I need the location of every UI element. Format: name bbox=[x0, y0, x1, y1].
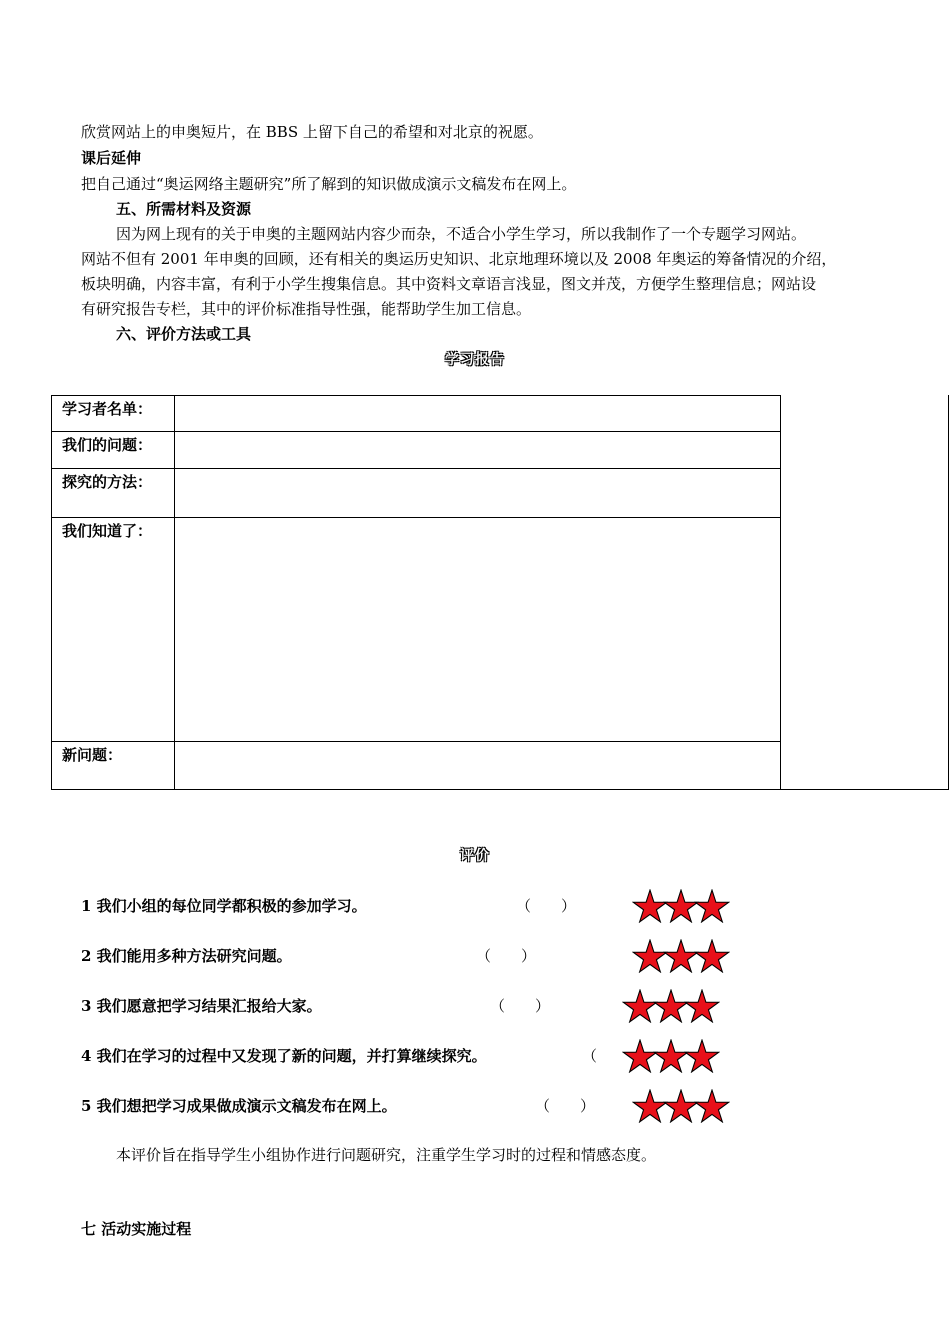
star-icon bbox=[694, 939, 730, 973]
report-title: 学习报告 bbox=[445, 352, 505, 368]
report-field-knowledge[interactable] bbox=[175, 518, 781, 742]
evaluation-item-1: 1 我们小组的每位同学都积极的参加学习。 bbox=[81, 897, 367, 915]
report-field-questions[interactable] bbox=[175, 432, 781, 469]
report-row-questions bbox=[52, 432, 781, 469]
evaluation-item-2: 2 我们能用多种方法研究问题。 bbox=[81, 947, 292, 965]
paragraph-materials-line3: 板块明确，内容丰富，有利于小学生搜集信息。其中资料文章语言浅显，图文并茂，方便学生整理信息；网站设 bbox=[81, 275, 817, 293]
evaluation-item-5-stars bbox=[632, 1089, 725, 1123]
evaluation-item-1-blank[interactable]: （ ） bbox=[516, 897, 577, 915]
star-icon bbox=[684, 989, 720, 1023]
report-label-methods: 探究的方法： bbox=[52, 469, 175, 518]
paragraph-extension: 把自己通过“奥运网络主题研究”所了解到的知识做成演示文稿发布在网上。 bbox=[81, 175, 577, 193]
paragraph-materials-line2: 网站不但有 2001 年申奥的回顾，还有相关的奥运历史知识、北京地理环境以及 2008 年奥运的筹备情况的介绍， bbox=[81, 250, 837, 268]
report-table bbox=[51, 395, 781, 790]
evaluation-title: 评价 bbox=[460, 848, 490, 864]
evaluation-item-3-stars bbox=[622, 989, 715, 1023]
paragraph-materials-line4: 有研究报告专栏，其中的评价标准指导性强，能帮助学生加工信息。 bbox=[81, 300, 532, 318]
star-icon bbox=[684, 1039, 720, 1073]
star-icon bbox=[694, 889, 730, 923]
report-row-knowledge bbox=[52, 518, 781, 742]
paragraph-bbs: 欣赏网站上的申奥短片，在 BBS 上留下自己的希望和对北京的祝愿。 bbox=[81, 123, 543, 141]
evaluation-note: 本评价旨在指导学生小组协作进行问题研究，注重学生学习时的过程和情感态度。 bbox=[116, 1146, 657, 1164]
evaluation-item-4-stars bbox=[622, 1039, 715, 1073]
evaluation-item-4: 4 我们在学习的过程中又发现了新的问题，并打算继续探究。 bbox=[81, 1047, 487, 1065]
evaluation-item-3: 3 我们愿意把学习结果汇报给大家。 bbox=[81, 997, 322, 1015]
report-label-knowledge: 我们知道了： bbox=[52, 518, 175, 742]
report-row-methods bbox=[52, 469, 781, 518]
report-side-box bbox=[780, 395, 949, 790]
evaluation-item-4-blank[interactable]: （ bbox=[582, 1047, 598, 1065]
report-label-new-questions: 新问题： bbox=[52, 742, 175, 790]
report-label-learners: 学习者名单： bbox=[52, 396, 175, 432]
evaluation-item-1-stars bbox=[632, 889, 725, 923]
heading-evaluation-method: 六、评价方法或工具 bbox=[116, 325, 252, 343]
section-7-heading: 七 活动实施过程 bbox=[81, 1220, 192, 1238]
report-field-new-questions[interactable] bbox=[175, 742, 781, 790]
report-field-learners[interactable] bbox=[175, 396, 781, 432]
report-label-questions: 我们的问题： bbox=[52, 432, 175, 469]
heading-extension: 课后延伸 bbox=[81, 149, 142, 167]
evaluation-item-5-blank[interactable]: （ ） bbox=[535, 1097, 596, 1115]
heading-materials: 五、所需材料及资源 bbox=[116, 200, 252, 218]
report-field-methods[interactable] bbox=[175, 469, 781, 518]
report-row-new-questions bbox=[52, 742, 781, 790]
evaluation-item-3-blank[interactable]: （ ） bbox=[490, 997, 551, 1015]
report-row-learners bbox=[52, 396, 781, 432]
evaluation-item-2-stars bbox=[632, 939, 725, 973]
evaluation-item-2-blank[interactable]: （ ） bbox=[476, 947, 537, 965]
evaluation-item-5: 5 我们想把学习成果做成演示文稿发布在网上。 bbox=[81, 1097, 397, 1115]
star-icon bbox=[694, 1089, 730, 1123]
paragraph-materials-line1: 因为网上现有的关于申奥的主题网站内容少而杂，不适合小学生学习，所以我制作了一个专题学习网站。 bbox=[116, 225, 807, 243]
